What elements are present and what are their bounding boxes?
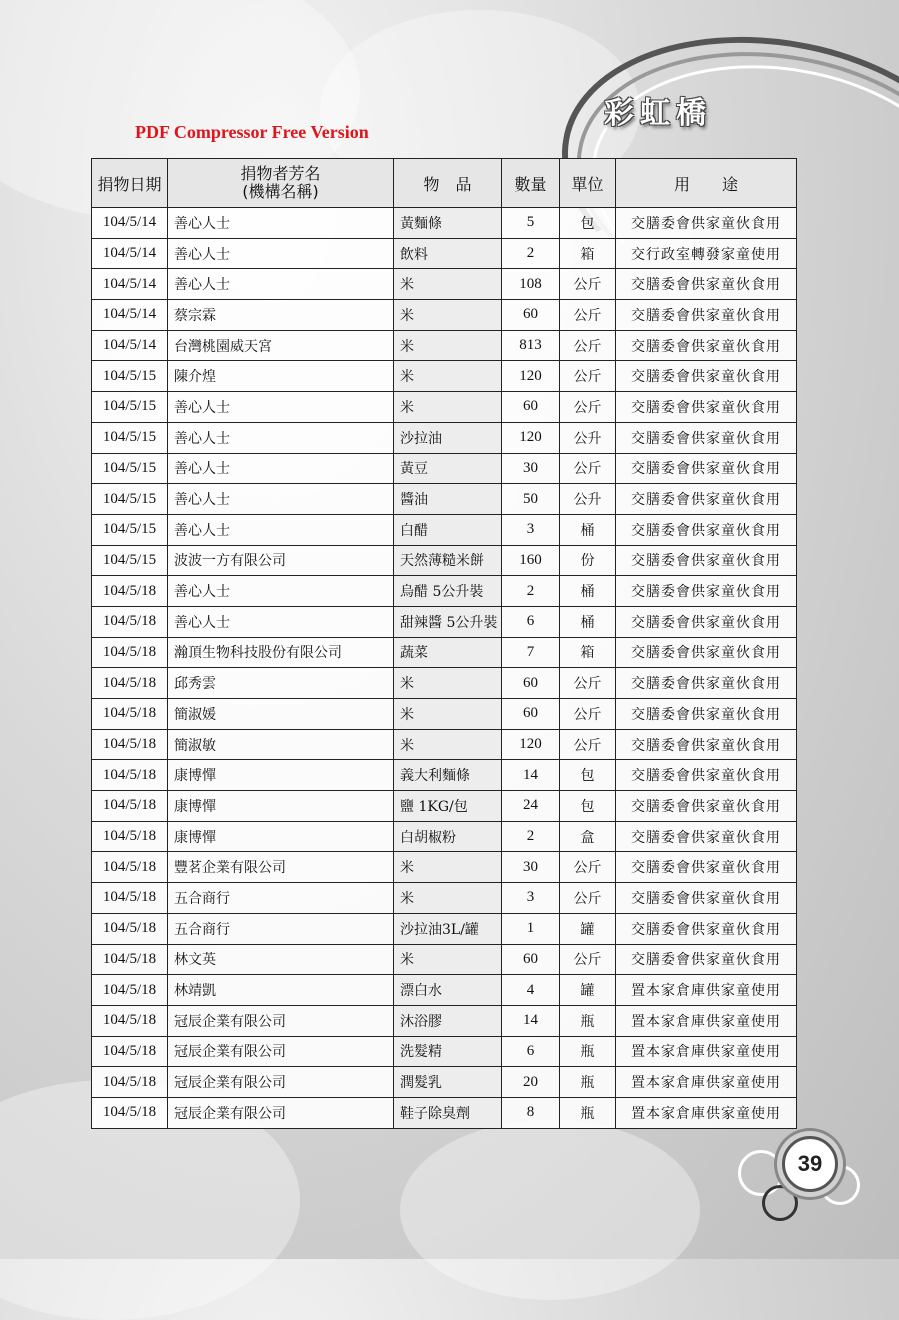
cell-use: 交膳委會供家童伙食用 [616, 606, 797, 637]
cell-donor: 蔡宗霖 [168, 300, 394, 331]
table-row [92, 791, 797, 822]
cell-unit: 罐 [560, 913, 616, 944]
table-row [92, 852, 797, 883]
cell-date: 104/5/18 [92, 699, 168, 730]
table-row [92, 422, 797, 453]
donation-table [91, 158, 797, 1129]
cell-unit: 包 [560, 760, 616, 791]
cell-qty: 120 [502, 422, 560, 453]
table-body [92, 208, 797, 1129]
cell-use: 交膳委會供家童伙食用 [616, 545, 797, 576]
cell-item: 沐浴膠 [394, 1005, 502, 1036]
cell-date: 104/5/18 [92, 821, 168, 852]
cell-unit: 公斤 [560, 300, 616, 331]
cell-date: 104/5/14 [92, 269, 168, 300]
cell-qty: 30 [502, 852, 560, 883]
cell-item: 潤髮乳 [394, 1067, 502, 1098]
cell-date: 104/5/18 [92, 944, 168, 975]
cell-qty: 24 [502, 791, 560, 822]
cell-date: 104/5/15 [92, 422, 168, 453]
cell-date: 104/5/18 [92, 1067, 168, 1098]
cell-donor: 冠辰企業有限公司 [168, 1005, 394, 1036]
cell-unit: 公斤 [560, 852, 616, 883]
cell-qty: 14 [502, 760, 560, 791]
cell-date: 104/5/15 [92, 484, 168, 515]
cell-date: 104/5/18 [92, 975, 168, 1006]
cell-item: 黃豆 [394, 453, 502, 484]
cell-unit: 公斤 [560, 453, 616, 484]
cell-donor: 邱秀雲 [168, 668, 394, 699]
cell-use: 交膳委會供家童伙食用 [616, 514, 797, 545]
cell-use: 置本家倉庫供家童使用 [616, 1067, 797, 1098]
cell-donor: 善心人士 [168, 422, 394, 453]
cell-qty: 5 [502, 208, 560, 239]
cell-item: 蔬菜 [394, 637, 502, 668]
table-row [92, 1005, 797, 1036]
cell-use: 交膳委會供家童伙食用 [616, 361, 797, 392]
cell-donor: 善心人士 [168, 606, 394, 637]
cell-qty: 108 [502, 269, 560, 300]
cell-use: 交膳委會供家童伙食用 [616, 699, 797, 730]
cell-item: 洗髮精 [394, 1036, 502, 1067]
cell-donor: 豐茗企業有限公司 [168, 852, 394, 883]
cell-donor: 冠辰企業有限公司 [168, 1067, 394, 1098]
table-row [92, 944, 797, 975]
cell-unit: 公升 [560, 422, 616, 453]
table-row [92, 238, 797, 269]
header-donor-line2: (機構名稱) [242, 182, 319, 201]
cell-item: 天然薄糙米餅 [394, 545, 502, 576]
cell-item: 米 [394, 944, 502, 975]
table-row [92, 699, 797, 730]
cell-qty: 20 [502, 1067, 560, 1098]
table-row [92, 637, 797, 668]
cell-donor: 康博憚 [168, 791, 394, 822]
cell-use: 交膳委會供家童伙食用 [616, 791, 797, 822]
cell-use: 交膳委會供家童伙食用 [616, 760, 797, 791]
table-row [92, 545, 797, 576]
table-row [92, 1097, 797, 1128]
cell-donor: 五合商行 [168, 913, 394, 944]
cell-donor: 善心人士 [168, 208, 394, 239]
table-row [92, 300, 797, 331]
cell-item: 沙拉油3L/罐 [394, 913, 502, 944]
cell-item: 飲料 [394, 238, 502, 269]
magazine-logo: 彩虹橋 [604, 96, 712, 131]
table-row [92, 821, 797, 852]
cell-item: 沙拉油 [394, 422, 502, 453]
cell-unit: 箱 [560, 238, 616, 269]
header-use: 用 途 [616, 159, 797, 208]
background-petal [400, 1120, 700, 1300]
cell-unit: 公斤 [560, 330, 616, 361]
cell-use: 置本家倉庫供家童使用 [616, 1005, 797, 1036]
cell-use: 交膳委會供家童伙食用 [616, 913, 797, 944]
cell-unit: 桶 [560, 576, 616, 607]
cell-use: 交膳委會供家童伙食用 [616, 484, 797, 515]
cell-item: 米 [394, 330, 502, 361]
table-row [92, 913, 797, 944]
table-row [92, 208, 797, 239]
cell-qty: 60 [502, 300, 560, 331]
cell-unit: 份 [560, 545, 616, 576]
cell-use: 交膳委會供家童伙食用 [616, 269, 797, 300]
table-row [92, 668, 797, 699]
header-qty: 數量 [502, 159, 560, 208]
cell-unit: 桶 [560, 514, 616, 545]
cell-donor: 波波一方有限公司 [168, 545, 394, 576]
cell-donor: 善心人士 [168, 514, 394, 545]
table-row [92, 975, 797, 1006]
cell-unit: 桶 [560, 606, 616, 637]
cell-qty: 50 [502, 484, 560, 515]
cell-unit: 公升 [560, 484, 616, 515]
header-unit: 單位 [560, 159, 616, 208]
cell-unit: 公斤 [560, 668, 616, 699]
cell-use: 交膳委會供家童伙食用 [616, 422, 797, 453]
table-row [92, 330, 797, 361]
cell-item: 義大利麵條 [394, 760, 502, 791]
cell-qty: 1 [502, 913, 560, 944]
cell-date: 104/5/18 [92, 606, 168, 637]
watermark-text: PDF Compressor Free Version [135, 122, 369, 142]
donation-table-container [91, 158, 797, 1129]
cell-use: 交膳委會供家童伙食用 [616, 852, 797, 883]
cell-date: 104/5/18 [92, 637, 168, 668]
cell-date: 104/5/18 [92, 913, 168, 944]
cell-use: 交膳委會供家童伙食用 [616, 883, 797, 914]
table-row [92, 453, 797, 484]
cell-unit: 盒 [560, 821, 616, 852]
cell-item: 甜辣醬 5公升裝 [394, 606, 502, 637]
cell-donor: 陳介煌 [168, 361, 394, 392]
cell-qty: 2 [502, 576, 560, 607]
cell-qty: 120 [502, 361, 560, 392]
cell-qty: 6 [502, 606, 560, 637]
cell-date: 104/5/15 [92, 453, 168, 484]
cell-item: 米 [394, 699, 502, 730]
cell-item: 米 [394, 392, 502, 423]
header-donor [168, 159, 394, 208]
cell-donor: 簡淑敏 [168, 729, 394, 760]
header-item: 物 品 [394, 159, 502, 208]
cell-qty: 6 [502, 1036, 560, 1067]
header-donor-line1: 捐物者芳名 [240, 164, 321, 183]
cell-use: 交膳委會供家童伙食用 [616, 300, 797, 331]
cell-date: 104/5/18 [92, 1097, 168, 1128]
cell-qty: 30 [502, 453, 560, 484]
table-row [92, 269, 797, 300]
cell-date: 104/5/18 [92, 760, 168, 791]
cell-use: 交膳委會供家童伙食用 [616, 392, 797, 423]
cell-use: 交膳委會供家童伙食用 [616, 330, 797, 361]
cell-qty: 60 [502, 392, 560, 423]
cell-date: 104/5/18 [92, 729, 168, 760]
cell-unit: 瓶 [560, 1005, 616, 1036]
cell-use: 交膳委會供家童伙食用 [616, 729, 797, 760]
table-row [92, 760, 797, 791]
cell-use: 交膳委會供家童伙食用 [616, 453, 797, 484]
cell-date: 104/5/18 [92, 576, 168, 607]
cell-use: 交膳委會供家童伙食用 [616, 821, 797, 852]
cell-use: 交膳委會供家童伙食用 [616, 208, 797, 239]
table-header-row [92, 159, 797, 208]
cell-unit: 公斤 [560, 361, 616, 392]
cell-unit: 公斤 [560, 269, 616, 300]
cell-donor: 善心人士 [168, 576, 394, 607]
cell-use: 交膳委會供家童伙食用 [616, 637, 797, 668]
cell-donor: 台灣桃園威天宮 [168, 330, 394, 361]
cell-donor: 林靖凱 [168, 975, 394, 1006]
cell-use: 交行政室轉發家童使用 [616, 238, 797, 269]
cell-donor: 善心人士 [168, 453, 394, 484]
cell-use: 交膳委會供家童伙食用 [616, 668, 797, 699]
cell-unit: 公斤 [560, 729, 616, 760]
cell-unit: 包 [560, 791, 616, 822]
cell-use: 置本家倉庫供家童使用 [616, 1036, 797, 1067]
cell-date: 104/5/14 [92, 330, 168, 361]
cell-unit: 瓶 [560, 1067, 616, 1098]
cell-date: 104/5/18 [92, 668, 168, 699]
page-number: 39 [782, 1136, 838, 1192]
cell-date: 104/5/14 [92, 300, 168, 331]
cell-item: 米 [394, 269, 502, 300]
cell-qty: 60 [502, 668, 560, 699]
cell-date: 104/5/18 [92, 883, 168, 914]
table-row [92, 1067, 797, 1098]
cell-donor: 冠辰企業有限公司 [168, 1097, 394, 1128]
table-row [92, 883, 797, 914]
table-row [92, 484, 797, 515]
cell-donor: 冠辰企業有限公司 [168, 1036, 394, 1067]
cell-qty: 2 [502, 821, 560, 852]
cell-unit: 包 [560, 208, 616, 239]
cell-qty: 4 [502, 975, 560, 1006]
cell-date: 104/5/14 [92, 238, 168, 269]
cell-item: 米 [394, 729, 502, 760]
cell-item: 白胡椒粉 [394, 821, 502, 852]
cell-donor: 善心人士 [168, 484, 394, 515]
cell-donor: 善心人士 [168, 269, 394, 300]
cell-donor: 五合商行 [168, 883, 394, 914]
cell-date: 104/5/15 [92, 392, 168, 423]
cell-use: 交膳委會供家童伙食用 [616, 944, 797, 975]
cell-unit: 罐 [560, 975, 616, 1006]
cell-date: 104/5/15 [92, 545, 168, 576]
cell-qty: 813 [502, 330, 560, 361]
cell-qty: 2 [502, 238, 560, 269]
cell-use: 置本家倉庫供家童使用 [616, 1097, 797, 1128]
cell-date: 104/5/18 [92, 1005, 168, 1036]
cell-qty: 60 [502, 699, 560, 730]
table-row [92, 392, 797, 423]
cell-item: 米 [394, 668, 502, 699]
table-row [92, 361, 797, 392]
cell-donor: 康博憚 [168, 760, 394, 791]
cell-item: 烏醋 5公升裝 [394, 576, 502, 607]
cell-qty: 60 [502, 944, 560, 975]
cell-qty: 120 [502, 729, 560, 760]
cell-donor: 善心人士 [168, 238, 394, 269]
cell-date: 104/5/18 [92, 852, 168, 883]
cell-date: 104/5/18 [92, 1036, 168, 1067]
table-row [92, 729, 797, 760]
cell-date: 104/5/14 [92, 208, 168, 239]
cell-donor: 林文英 [168, 944, 394, 975]
cell-item: 鞋子除臭劑 [394, 1097, 502, 1128]
cell-donor: 瀚頂生物科技股份有限公司 [168, 637, 394, 668]
cell-item: 米 [394, 361, 502, 392]
cell-item: 鹽 1KG/包 [394, 791, 502, 822]
cell-donor: 簡淑媛 [168, 699, 394, 730]
cell-use: 置本家倉庫供家童使用 [616, 975, 797, 1006]
cell-use: 交膳委會供家童伙食用 [616, 576, 797, 607]
cell-unit: 公斤 [560, 883, 616, 914]
cell-donor: 康博憚 [168, 821, 394, 852]
cell-qty: 8 [502, 1097, 560, 1128]
decorative-ring [762, 1185, 798, 1221]
cell-unit: 公斤 [560, 944, 616, 975]
cell-date: 104/5/15 [92, 514, 168, 545]
cell-item: 米 [394, 883, 502, 914]
cell-item: 漂白水 [394, 975, 502, 1006]
table-row [92, 576, 797, 607]
table-row [92, 514, 797, 545]
cell-qty: 3 [502, 514, 560, 545]
cell-item: 白醋 [394, 514, 502, 545]
cell-unit: 公斤 [560, 699, 616, 730]
cell-item: 黃麵條 [394, 208, 502, 239]
cell-unit: 瓶 [560, 1097, 616, 1128]
cell-date: 104/5/15 [92, 361, 168, 392]
cell-qty: 3 [502, 883, 560, 914]
cell-item: 醬油 [394, 484, 502, 515]
cell-unit: 瓶 [560, 1036, 616, 1067]
cell-unit: 公斤 [560, 392, 616, 423]
cell-donor: 善心人士 [168, 392, 394, 423]
cell-qty: 7 [502, 637, 560, 668]
cell-qty: 160 [502, 545, 560, 576]
cell-item: 米 [394, 300, 502, 331]
cell-date: 104/5/18 [92, 791, 168, 822]
table-row [92, 1036, 797, 1067]
cell-unit: 箱 [560, 637, 616, 668]
cell-item: 米 [394, 852, 502, 883]
table-row [92, 606, 797, 637]
cell-qty: 14 [502, 1005, 560, 1036]
header-date: 捐物日期 [92, 159, 168, 208]
